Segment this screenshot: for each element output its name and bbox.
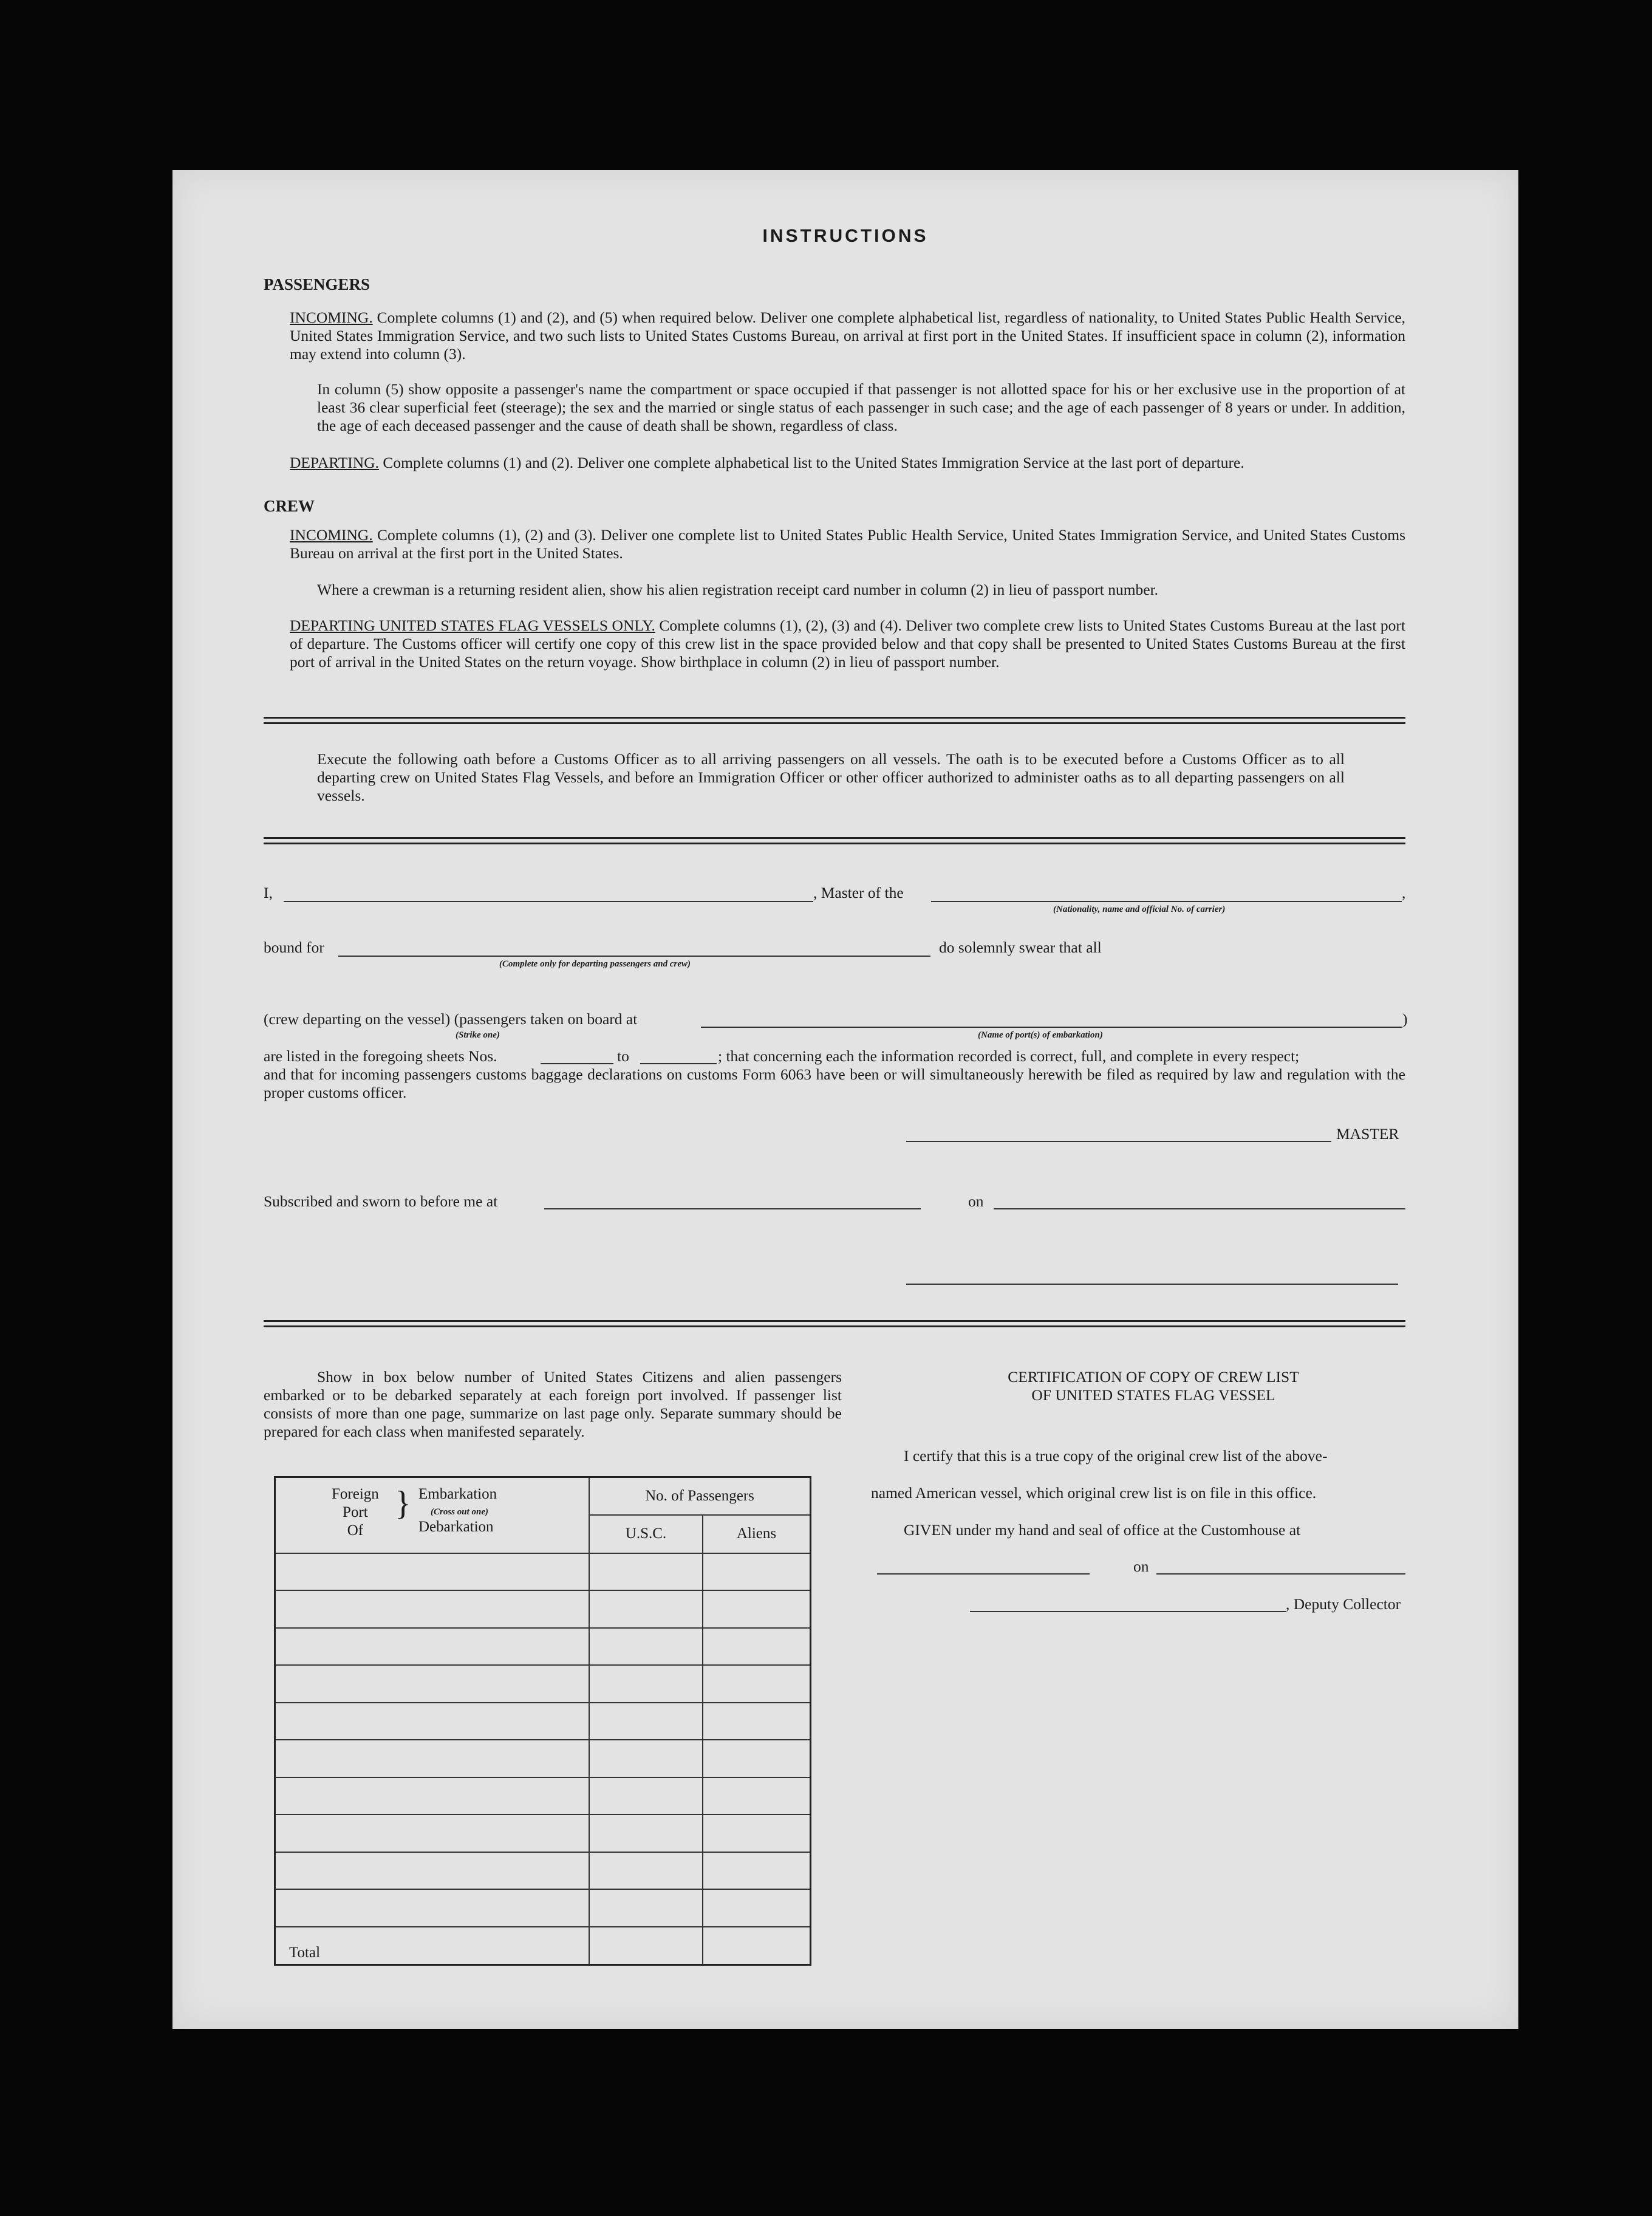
total-usc-cell[interactable] — [589, 1927, 703, 1965]
cert-on-label: on — [1133, 1558, 1149, 1575]
sworn-place-field[interactable] — [544, 1208, 921, 1209]
aliens-cell[interactable] — [703, 1740, 811, 1777]
port-cell[interactable] — [275, 1665, 590, 1703]
passengers-incoming-text: Complete columns (1) and (2), and (5) when required below. Deliver one complete alphabetical list, regardless of nationality, to United States Public Health Service, United States Immigration Service, and two such lists to United States Customs Bureau, on arrival at first port in the United States. If insufficient space in column (2), information may extend into column (3). — [290, 309, 1406, 363]
crew-departing-label: DEPARTING UNITED STATES FLAG VESSELS ONLY. — [290, 617, 655, 634]
cross-out-note: (Cross out one) — [431, 1507, 489, 1517]
passengers-departing — [290, 454, 1405, 472]
master-of-label: , Master of the — [813, 884, 904, 901]
port-cell[interactable] — [275, 1777, 590, 1815]
swear-label: do solemnly swear that all — [939, 939, 1102, 956]
port-cell[interactable] — [275, 1740, 590, 1777]
total-aliens-cell[interactable] — [703, 1927, 811, 1965]
aliens-header: Aliens — [703, 1515, 811, 1553]
carrier-comma: , — [1402, 884, 1406, 901]
bound-note: (Complete only for departing passengers and crew) — [499, 959, 691, 969]
port-cell[interactable] — [275, 1590, 590, 1628]
form-page — [172, 170, 1518, 2029]
statement-text: ; that concerning each the information recorded is correct, full, and complete in every respect; — [718, 1047, 1300, 1065]
of-label: Of — [347, 1522, 364, 1539]
port-cell[interactable] — [275, 1553, 590, 1591]
aliens-cell[interactable] — [703, 1553, 811, 1591]
embarkation-ports-field[interactable] — [701, 1027, 1402, 1028]
usc-header: U.S.C. — [589, 1515, 703, 1553]
certify-line-2: named American vessel, which original crew list is on file in this office. — [871, 1484, 1317, 1502]
sheet-to-field[interactable] — [640, 1063, 717, 1064]
ports-note: (Name of port(s) of embarkation) — [978, 1030, 1103, 1040]
usc-cell[interactable] — [589, 1814, 703, 1852]
embarkation-label: Embarkation — [418, 1486, 497, 1502]
strike-note: (Strike one) — [456, 1030, 500, 1040]
usc-cell[interactable] — [589, 1628, 703, 1666]
aliens-cell[interactable] — [703, 1628, 811, 1666]
deputy-collector-label: , Deputy Collector — [1286, 1595, 1401, 1613]
crew-heading: CREW — [264, 497, 315, 515]
crew-departing-label: (crew departing on the vessel) (passengers taken on board at — [264, 1010, 638, 1028]
summary-intro-text: Show in box below number of United States Citizens and alien passengers embarked or to be debarked separately at each foreign port involved. If passenger list consists of more than one page, summarize on last page only. Separate summary should be prepared for each class when manifested separately. — [264, 1368, 842, 1440]
port-cell[interactable] — [275, 1852, 590, 1890]
usc-cell[interactable] — [589, 1553, 703, 1591]
usc-cell[interactable] — [589, 1665, 703, 1703]
deputy-signature-field[interactable] — [970, 1611, 1286, 1612]
statement-cont: and that for incoming passengers customs baggage declarations on customs Form 6063 have been or will simultaneously herewith be filed as required by law and regulation with the proper customs officer. — [264, 1065, 1405, 1101]
usc-cell[interactable] — [589, 1590, 703, 1628]
certification-title-2: OF UNITED STATES FLAG VESSEL — [1031, 1386, 1275, 1404]
to-label: to — [617, 1047, 629, 1065]
port-cell[interactable] — [275, 1889, 590, 1927]
oath-i-label: I, — [264, 884, 273, 901]
sheet-from-field[interactable] — [541, 1063, 613, 1064]
passengers-heading: PASSENGERS — [264, 275, 370, 293]
passengers-incoming-label: INCOMING. — [290, 309, 373, 326]
close-paren: ) — [1402, 1010, 1408, 1028]
aliens-cell[interactable] — [703, 1814, 811, 1852]
aliens-cell[interactable] — [703, 1889, 811, 1927]
passenger-summary-table — [274, 1476, 811, 1966]
aliens-cell[interactable] — [703, 1703, 811, 1740]
passengers-departing-text: Complete columns (1) and (2). Deliver one complete alphabetical list to the United States Immigration Service at the last port of departure. — [383, 454, 1244, 471]
usc-cell[interactable] — [589, 1703, 703, 1740]
debarkation-label: Debarkation — [418, 1519, 494, 1535]
crew-incoming — [290, 526, 1405, 563]
crew-departing — [290, 617, 1405, 671]
double-rule — [264, 717, 1405, 724]
bound-for-label: bound for — [264, 939, 324, 956]
carrier-field[interactable] — [931, 901, 1402, 902]
aliens-cell[interactable] — [703, 1665, 811, 1703]
crew-alien-note: Where a crewman is a returning resident alien, show his alien registration receipt card number in column (2) in lieu of passport number. — [317, 581, 1159, 598]
no-of-passengers-header: No. of Passengers — [589, 1477, 811, 1516]
given-line: GIVEN under my hand and seal of office at the Customhouse at — [904, 1521, 1301, 1539]
aliens-cell[interactable] — [703, 1852, 811, 1890]
usc-cell[interactable] — [589, 1889, 703, 1927]
aliens-cell[interactable] — [703, 1590, 811, 1628]
listed-in-label: are listed in the foregoing sheets Nos. — [264, 1047, 497, 1065]
cert-date-field[interactable] — [1156, 1573, 1405, 1575]
aliens-cell[interactable] — [703, 1777, 811, 1815]
passengers-column5: In column (5) show opposite a passenger's name the compartment or space occupied if that passenger is not allotted space for his or her exclusive use in the proportion of at least 36 clear superficial feet (steerage); the sex and the married or single status of each passenger in such case; and the age of each passenger of 8 years or under. In addition, the age of each deceased passenger and the cause of death shall be shown, regardless of class. — [317, 380, 1405, 434]
usc-cell[interactable] — [589, 1777, 703, 1815]
carrier-note: (Nationality, name and official No. of carrier) — [1053, 905, 1226, 914]
usc-cell[interactable] — [589, 1740, 703, 1777]
double-rule — [264, 837, 1405, 844]
port-cell[interactable] — [275, 1628, 590, 1666]
customhouse-field[interactable] — [877, 1573, 1090, 1575]
master-label: MASTER — [1336, 1125, 1399, 1143]
crew-incoming-label: INCOMING. — [290, 526, 373, 544]
double-rule — [264, 1320, 1405, 1327]
bound-for-field[interactable] — [338, 956, 930, 957]
port-header-cell — [275, 1477, 590, 1553]
brace-icon: } — [395, 1485, 411, 1522]
certification-title-1: CERTIFICATION OF COPY OF CREW LIST — [1008, 1368, 1299, 1386]
crew-incoming-text: Complete columns (1), (2) and (3). Deliver one complete list to United States Public Health Service, United States Immigration Service, and United States Customs Bureau on arrival at the first port in the United States. — [290, 526, 1406, 562]
oath-instructions: Execute the following oath before a Customs Officer as to all arriving passengers on all vessels. The oath is to be executed before a Customs Officer as to all departing crew on United States Flag Vessels, and before an Immigration Officer or other officer authorized to administer oaths as to all departing passengers on all vessels. — [317, 750, 1345, 804]
sworn-date-field[interactable] — [994, 1208, 1405, 1209]
on-label: on — [968, 1192, 984, 1210]
port-label: Port — [343, 1504, 368, 1520]
crew-departing-text: Complete columns (1), (2), (3) and (4). Deliver two complete crew lists to United States Customs Bureau at the last port of departure. The Customs officer will certify one copy of this crew list in the space provided below and that copy shall be presented to United States Customs Bureau at the first port of arrival in the United States on the return voyage. Show birthplace in column (2) in lieu of passport number. — [290, 617, 1405, 671]
port-cell[interactable] — [275, 1814, 590, 1852]
master-signature-field[interactable] — [906, 1141, 1331, 1142]
subscribed-label: Subscribed and sworn to before me at — [264, 1192, 498, 1210]
master-name-field[interactable] — [284, 901, 813, 902]
certify-line-1: I certify that this is a true copy of the original crew list of the above- — [904, 1447, 1328, 1465]
passengers-incoming — [290, 309, 1405, 363]
summary-intro — [264, 1368, 842, 1441]
total-label: Total — [275, 1927, 590, 1965]
usc-cell[interactable] — [589, 1852, 703, 1890]
port-cell[interactable] — [275, 1703, 590, 1740]
instructions-title: INSTRUCTIONS — [762, 226, 929, 246]
foreign-label: Foreign — [332, 1486, 379, 1502]
officer-signature-field[interactable] — [906, 1284, 1398, 1285]
passengers-departing-label: DEPARTING. — [290, 454, 379, 471]
